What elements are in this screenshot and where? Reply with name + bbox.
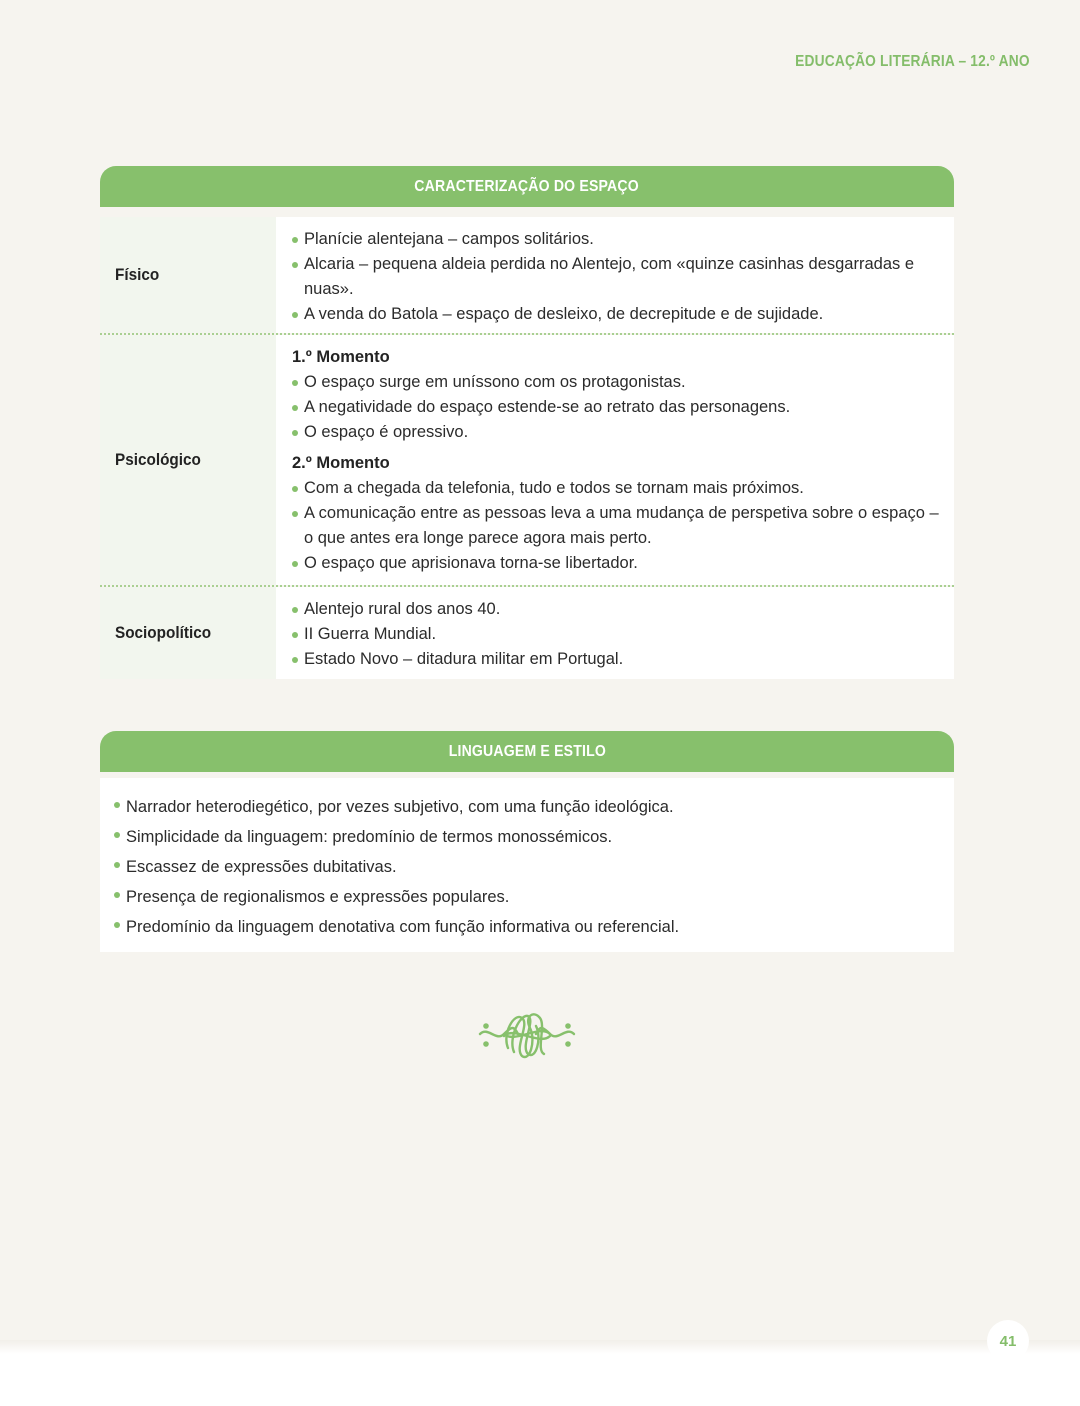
- box-header: [100, 731, 954, 772]
- list-item: Narrador heterodiegético, por vezes subjetivo, com uma função ideológica.: [114, 792, 938, 822]
- row-content: [276, 587, 954, 679]
- list-item: Predomínio da linguagem denotativa com função informativa ou referencial.: [114, 912, 938, 942]
- list-item: II Guerra Mundial.: [292, 622, 940, 647]
- list-item: A comunicação entre as pessoas leva a uma mudança de perspetiva sobre o espaço – o que antes era longe parece agora mais perto.: [292, 501, 940, 551]
- space-characterization-box: [100, 166, 954, 679]
- box-title: CARACTERIZAÇÃO DO ESPAÇO: [414, 177, 640, 195]
- row-label: Físico: [100, 217, 276, 333]
- box-header: [100, 166, 954, 207]
- list-item: O espaço surge em uníssono com os protagonistas.: [292, 370, 940, 395]
- list-item: Presença de regionalismos e expressões populares.: [114, 882, 938, 912]
- list-item: Alcaria – pequena aldeia perdida no Alentejo, com «quinze casinhas desgarradas e nuas».: [292, 252, 940, 302]
- list-item: Com a chegada da telefonia, tudo e todos se tornam mais próximos.: [292, 476, 940, 501]
- moment-1: [292, 345, 940, 445]
- list-item: Estado Novo – ditadura militar em Portugal.: [292, 647, 940, 672]
- row-content: [276, 335, 954, 585]
- moment-title: 2.º Momento: [292, 454, 390, 472]
- moment-2: [292, 451, 940, 576]
- box-title: LINGUAGEM E ESTILO: [448, 742, 606, 760]
- list-item: A venda do Batola – espaço de desleixo, de decrepitude e de sujidade.: [292, 302, 940, 327]
- list-item: O espaço é opressivo.: [292, 420, 940, 445]
- running-head: EDUCAÇÃO LITERÁRIA – 12.º ANO: [795, 53, 1030, 70]
- space-table: [100, 217, 954, 679]
- list-item: Alentejo rural dos anos 40.: [292, 597, 940, 622]
- list-item: Simplicidade da linguagem: predomínio de termos monossémicos.: [114, 822, 938, 852]
- list-item: Planície alentejana – campos solitários.: [292, 227, 940, 252]
- style-list: [100, 778, 954, 952]
- moment-title: 1.º Momento: [292, 348, 390, 366]
- list-item: O espaço que aprisionava torna-se libertador.: [292, 551, 940, 576]
- row-label: Sociopolítico: [100, 587, 276, 679]
- flourish-ornament-icon: [474, 1004, 580, 1064]
- row-label: Psicológico: [100, 335, 276, 585]
- language-style-box: [100, 731, 954, 952]
- table-row-fisico: [100, 217, 954, 333]
- page-number: 41: [987, 1320, 1029, 1362]
- list-item: A negatividade do espaço estende-se ao retrato das personagens.: [292, 395, 940, 420]
- row-content: [276, 217, 954, 333]
- list-item: Escassez de expressões dubitativas.: [114, 852, 938, 882]
- table-row-psicologico: [100, 333, 954, 585]
- page-edge: [0, 1340, 1080, 1354]
- table-row-sociopolitico: [100, 585, 954, 679]
